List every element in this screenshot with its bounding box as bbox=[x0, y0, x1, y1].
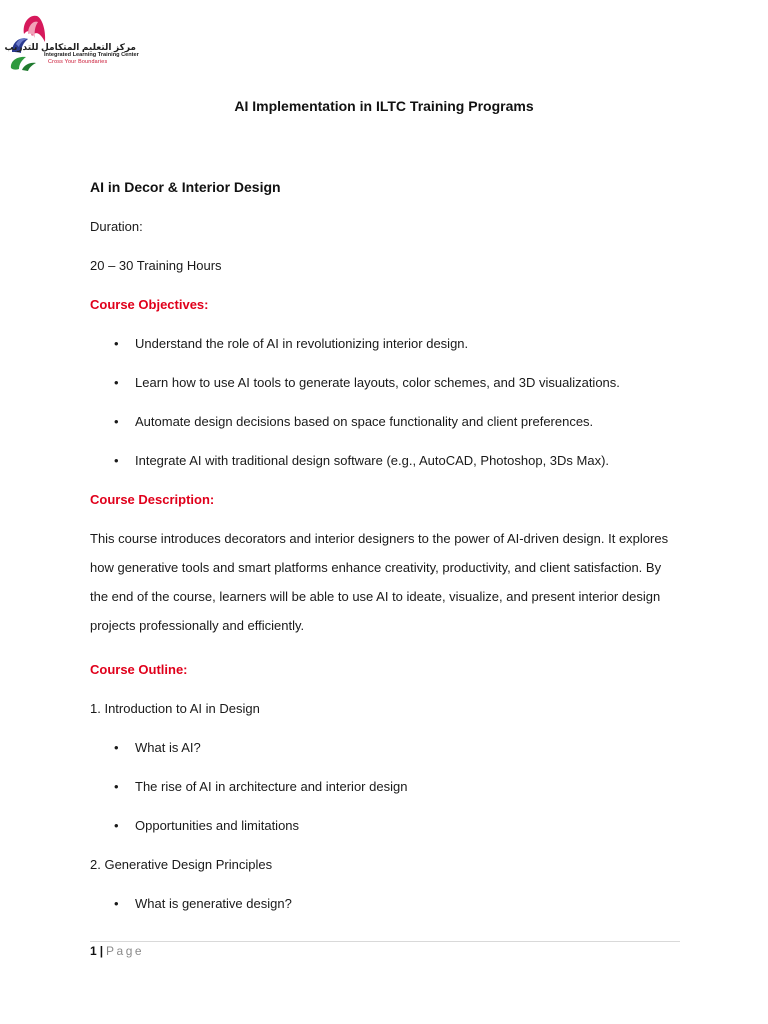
list-item: • The rise of AI in architecture and interior design bbox=[90, 777, 680, 796]
logo-text bbox=[4, 42, 139, 66]
list-item: • Opportunities and limitations bbox=[90, 816, 680, 835]
logo-english-name: Integrated Learning Training Center bbox=[44, 52, 139, 58]
list-item: • Integrate AI with traditional design software (e.g., AutoCAD, Photoshop, 3Ds Max). bbox=[90, 451, 680, 470]
outline-heading: Course Outline: bbox=[90, 662, 188, 677]
duration-label: Duration: bbox=[90, 219, 143, 234]
list-item: • What is generative design? bbox=[90, 894, 680, 913]
outline-section-title: 2. Generative Design Principles bbox=[90, 857, 273, 872]
objectives-list bbox=[90, 334, 680, 470]
footer-separator: | bbox=[99, 944, 104, 958]
document-title: AI Implementation in ILTC Training Programs bbox=[234, 98, 534, 114]
list-item: • Understand the role of AI in revolutionizing interior design. bbox=[90, 334, 680, 353]
description-heading: Course Description: bbox=[90, 492, 215, 507]
outline-section-title: 1. Introduction to AI in Design bbox=[90, 701, 260, 716]
page-label: Page bbox=[106, 944, 145, 958]
list-item: • Learn how to use AI tools to generate layouts, color schemes, and 3D visualizations. bbox=[90, 373, 680, 392]
logo-tagline: Cross Your Boundaries bbox=[48, 59, 108, 65]
company-logo bbox=[4, 12, 139, 76]
page-footer bbox=[90, 943, 144, 959]
page-number: 1 bbox=[90, 944, 97, 958]
description-paragraph: This course introduces decorators and interior designers to the power of AI-driven design. It explores how generative tools and smart platforms enhance creativity, productivity, and client satisfaction. By the end of the course, learners will be able to use AI to ideate, visualize, and present interior design projects professionally and efficiently. bbox=[90, 531, 669, 633]
outline-section-list bbox=[90, 894, 680, 913]
course-content bbox=[90, 178, 680, 933]
course-title: AI in Decor & Interior Design bbox=[90, 179, 281, 195]
logo-arabic-name: مركز التعليم المتكامل للتدريب bbox=[4, 42, 136, 52]
list-item: • What is AI? bbox=[90, 738, 680, 757]
outline-section-list bbox=[90, 738, 680, 835]
list-item: • Automate design decisions based on space functionality and client preferences. bbox=[90, 412, 680, 431]
footer-divider bbox=[90, 941, 680, 942]
duration-value: 20 – 30 Training Hours bbox=[90, 258, 222, 273]
objectives-heading: Course Objectives: bbox=[90, 297, 209, 312]
